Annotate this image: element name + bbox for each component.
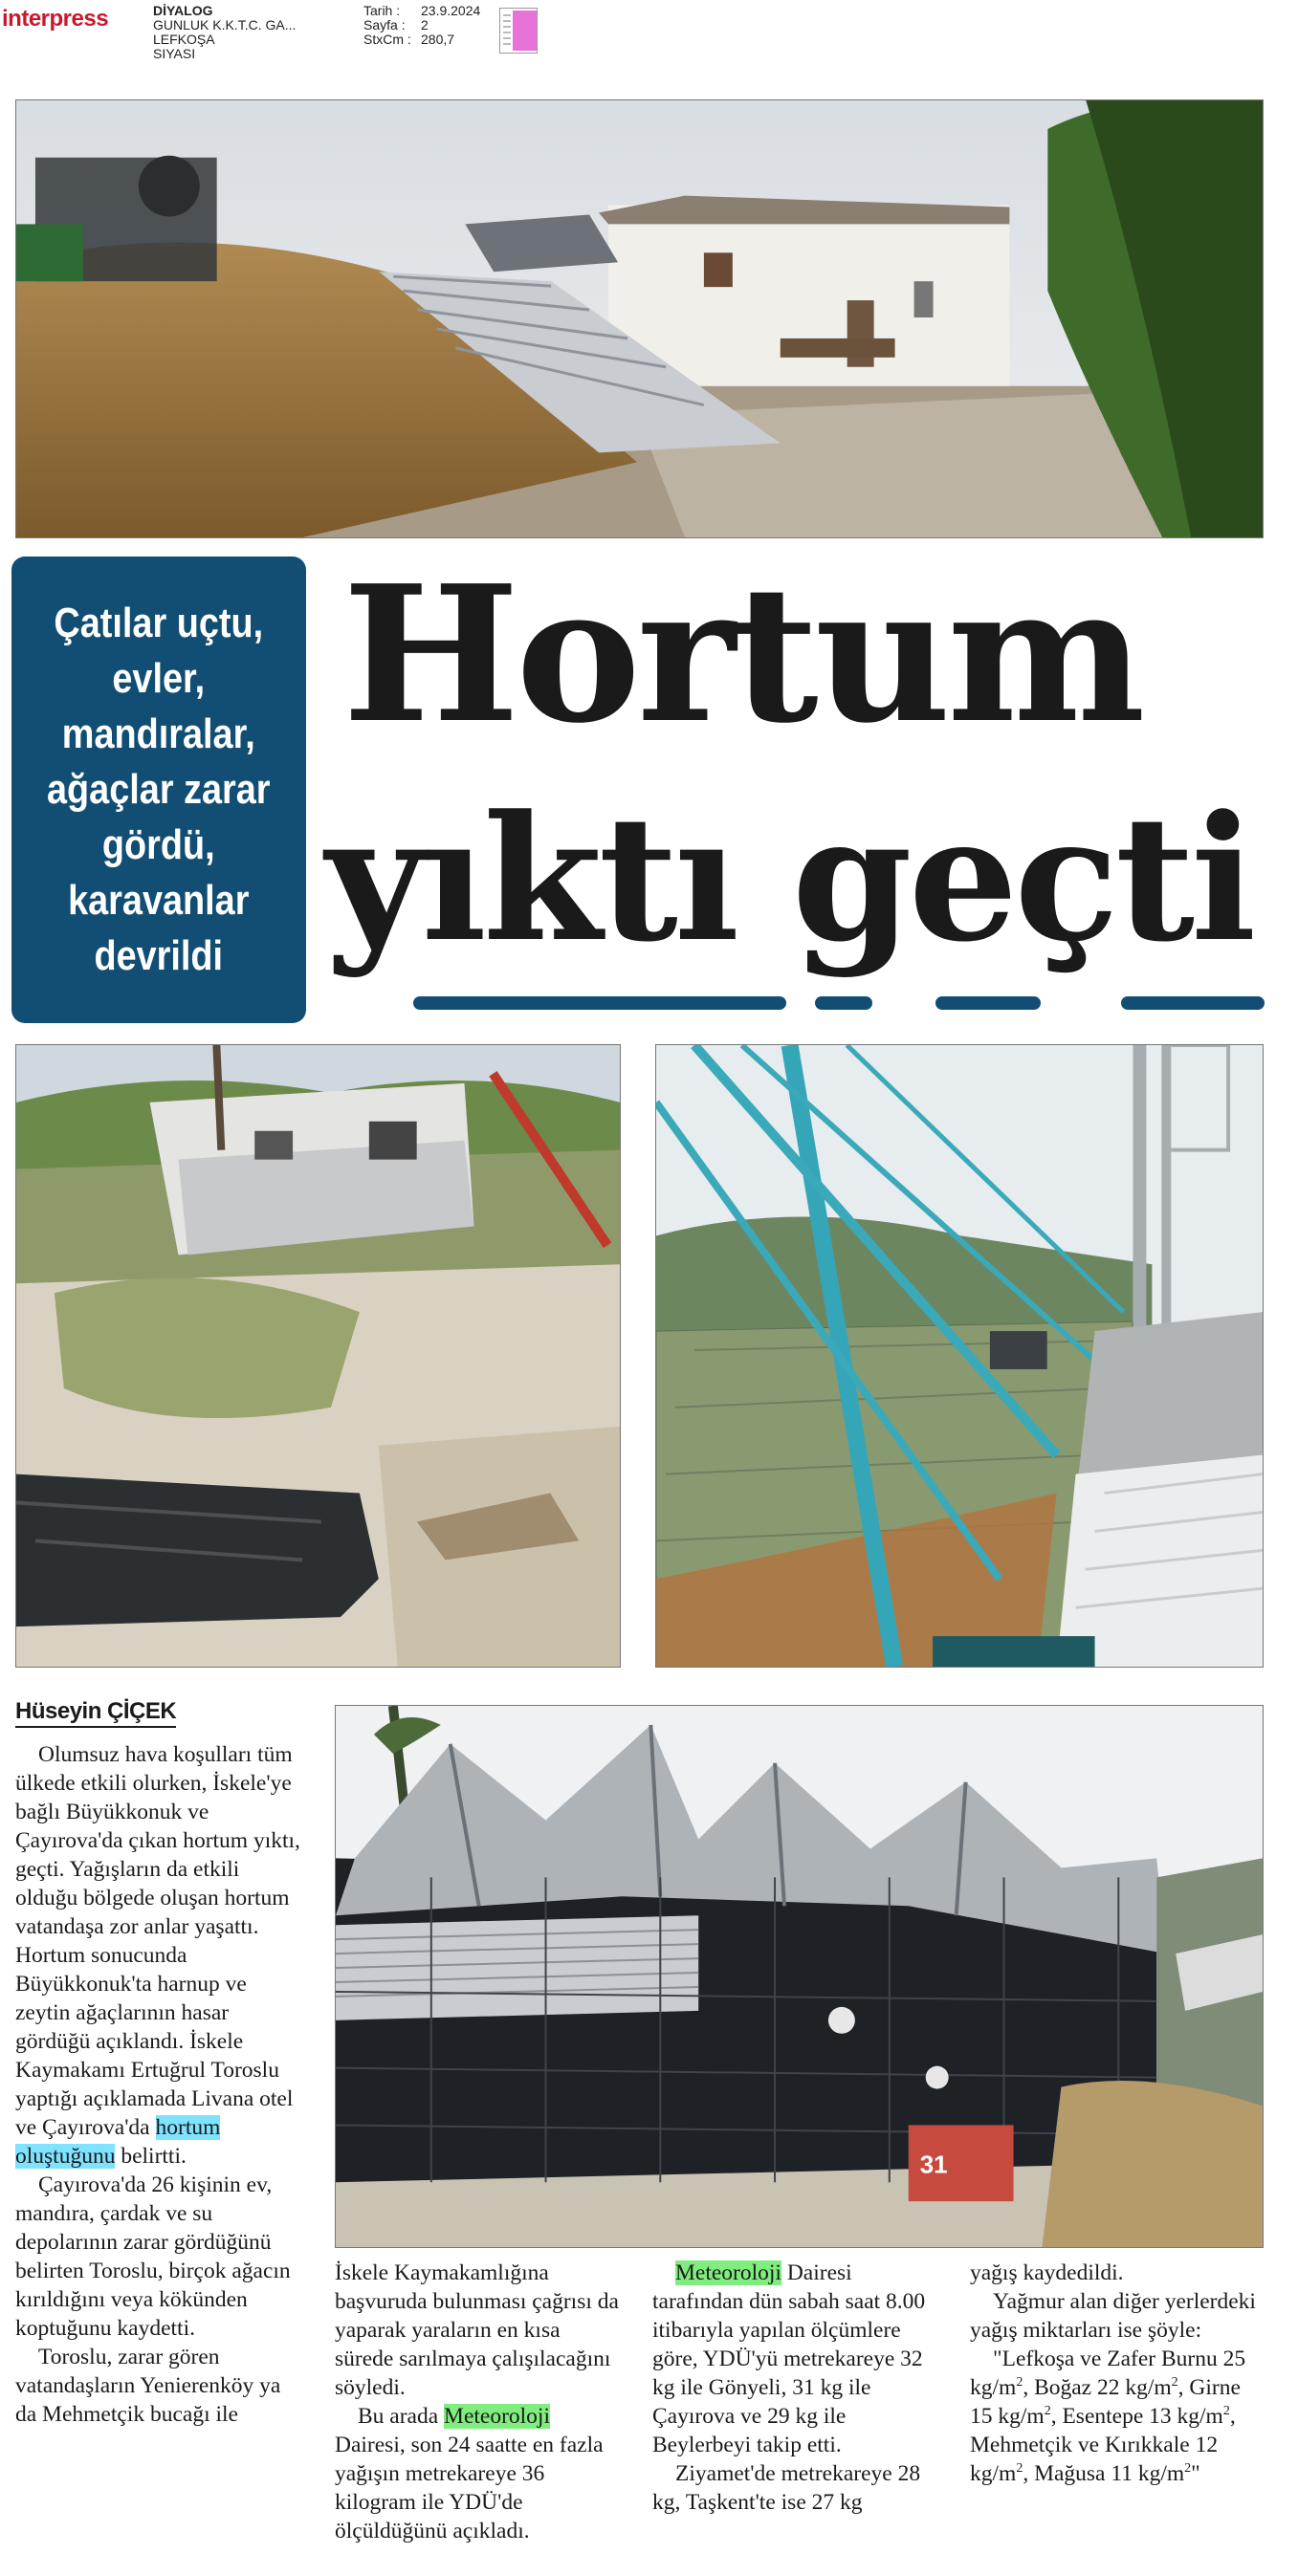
size-label: StxCm :: [363, 32, 411, 47]
article-column-3: [652, 2259, 939, 2517]
paragraph: Bu arada Meteoroloji Dairesi, son 24 saatte en fazla yağışın metrekareye 36 kilogram ile YDÜ'de ölçüldüğünü açıkladı.: [335, 2404, 604, 2543]
page-value: 2: [421, 17, 429, 33]
paragraph: yağış kaydedildi.: [970, 2260, 1124, 2285]
publication-name: DİYALOG: [153, 3, 213, 18]
date-value: 23.9.2024: [421, 3, 481, 18]
headline-underline: [1121, 996, 1265, 1010]
summary-line: mandıralar,: [62, 710, 255, 757]
summary-line: evler,: [112, 655, 206, 702]
highlighted-text: oluştuğunu: [15, 2144, 116, 2169]
paragraph: Çayırova'da 26 kişinin ev, mandıra, çardak ve su depolarının zarar gördüğünü belirten Toroslu, birçok ağacın kırıldığını veya kökünden koptuğunu kaydetti.: [15, 2172, 291, 2341]
byline: Hüseyin ÇİÇEK: [15, 1698, 176, 1728]
publication-info: [153, 4, 296, 61]
summary-line: karavanlar: [68, 877, 250, 924]
size-value: 280,7: [421, 32, 455, 47]
page-label: Sayfa :: [363, 17, 406, 33]
summary-line: devrildi: [94, 932, 224, 979]
summary-box: [11, 557, 306, 1023]
quote-paragraph: "Lefkoşa ve Zafer Burnu 25 $kg/m^2$, Boğaz 22 $kg/m^2$, Girne 15 $kg/m^2$, Esentepe 13 $kg/m^2$, Mehmetçik ve Kırıkkale 12 $kg/m^2$, Mağusa 11 $kg/m^2$": [970, 2347, 1246, 2486]
headline-underline: [935, 996, 1041, 1010]
article-column-1: [15, 1740, 302, 2429]
summary-line: Çatılar uçtu,: [54, 600, 264, 646]
article-column-4: [970, 2259, 1266, 2488]
paragraph: Yağmur alan diğer yerlerdeki yağış miktarları ise şöyle:: [970, 2289, 1256, 2343]
paragraph: Ziyamet'de metrekareye 28 kg, Taşkent'te ise 27 kg: [652, 2461, 921, 2515]
publication-city: LEFKOŞA: [153, 32, 215, 47]
headline-line-2: yıktı geçti: [325, 778, 1253, 980]
publication-section: SIYASI: [153, 46, 196, 61]
headline-underline: [815, 996, 872, 1010]
article-column-2: [335, 2259, 622, 2545]
paragraph: İskele Kaymakamlığına başvuruda bulunması çağrısı da yaparak yaraların en kısa sürede sarılmaya çalışılacağını söyledi.: [335, 2260, 619, 2400]
photo-collapsed-shed: [335, 1705, 1264, 2248]
date-label: Tarih :: [363, 3, 401, 18]
photo-collapsed-fence: [655, 1044, 1264, 1668]
paragraph: Meteoroloji Dairesi tarafından dün sabah saat 8.00 itibarıyla yapılan ölçümlere göre, YDÜ'yü metrekareye 32 kg ile Gönyeli, 31 kg ile Çayırova ve 29 kg ile Beylerbeyi takip etti.: [652, 2260, 926, 2457]
highlighted-text: Meteoroloji: [444, 2404, 550, 2429]
interpress-logo: interpress: [2, 6, 109, 32]
page-thumbnail[interactable]: [499, 8, 538, 54]
shed-sign-number: 31: [919, 2151, 948, 2179]
headline-line-1: Hortum: [342, 545, 1142, 765]
photo-damaged-farmhouse: [15, 99, 1264, 538]
summary-line: ağaçlar zarar: [47, 766, 271, 813]
highlighted-text: hortum: [155, 2115, 221, 2140]
headline-underline: [413, 996, 786, 1010]
highlighted-text: Meteoroloji: [675, 2260, 781, 2285]
summary-line: gördü,: [102, 821, 215, 868]
clipping-meta: [363, 4, 488, 47]
clipping-header: [0, 0, 1298, 96]
publication-edition: GUNLUK K.K.T.C. GA...: [153, 17, 297, 33]
paragraph: Toroslu, zarar gören vatandaşların Yenierenköy ya da Mehmetçik bucağı ile: [15, 2345, 281, 2427]
paragraph: Olumsuz hava koşulları tüm ülkede etkili olurken, İskele'ye bağlı Büyükkonuk ve Çayırova'da çıkan hortum yıktı, geçti. Yağışların da etkili olduğu bölgede oluşan hortum vatandaşa zor anlar yaşattı. Hortum sonucunda Büyükkonuk'ta harnup ve zeytin ağaçlarının hasar gördüğü açıklandı. İskele Kaymakamı Ertuğrul Toroslu yaptığı açıklamada Livana otel ve Çayırova'da hortum oluştuğunu belirtti.: [15, 1742, 300, 2169]
photo-overturned-caravan: [15, 1044, 621, 1668]
